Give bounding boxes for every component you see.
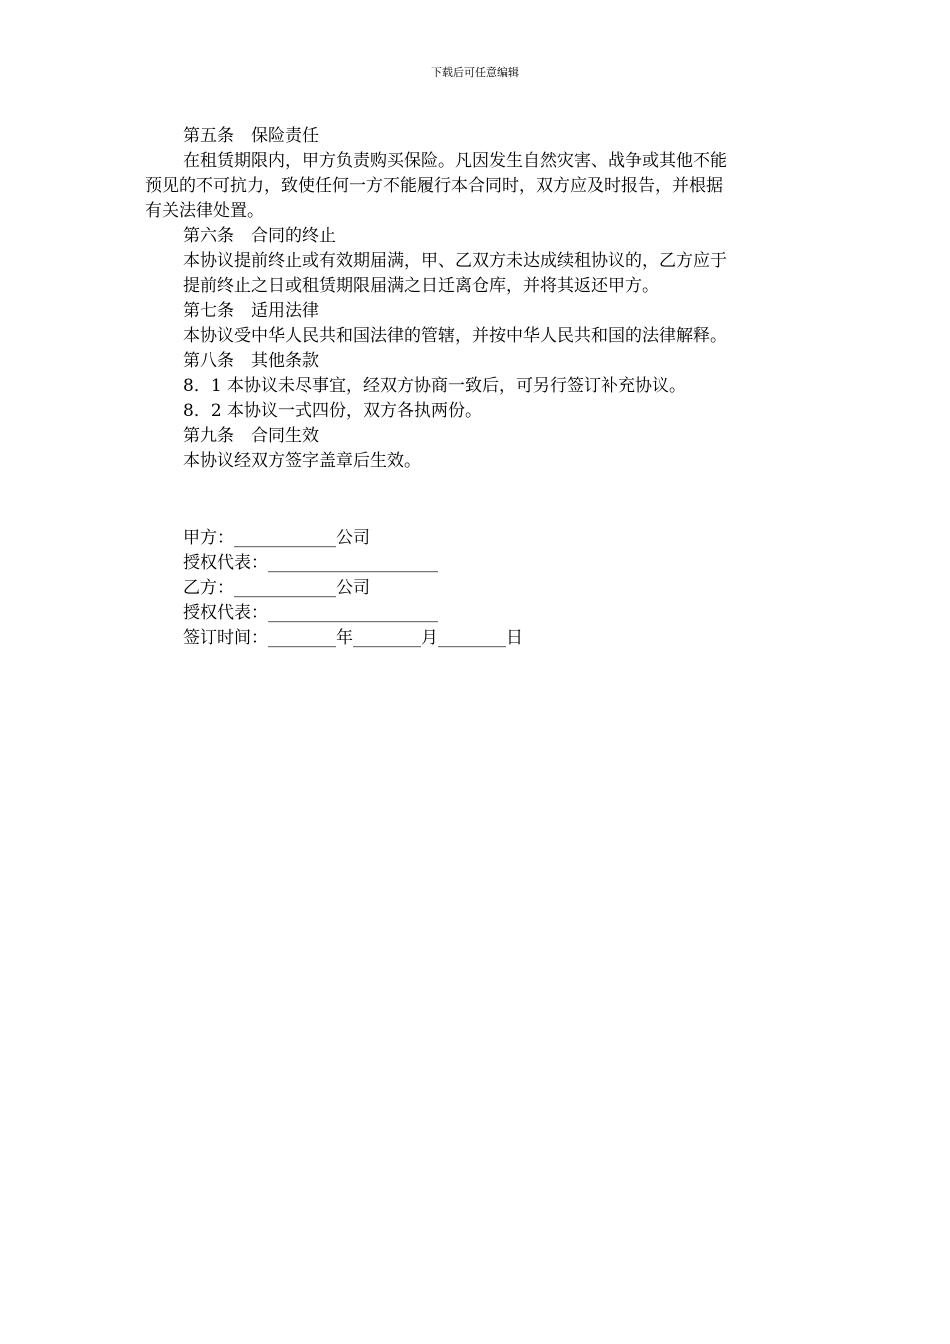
party-b-field: 乙方：____________公司: [183, 578, 370, 598]
article-9-title: 第九条 合同生效: [183, 426, 319, 446]
article-5-text-line-2: 预见的不可抗力，致使任何一方不能履行本合同时，双方应及时报告，并根据: [145, 176, 723, 196]
article-8-item-1: 8．1 本协议未尽事宜，经双方协商一致后，可另行签订补充协议。: [183, 376, 687, 396]
article-7-title: 第七条 适用法律: [183, 301, 319, 321]
article-8-title: 第八条 其他条款: [183, 351, 319, 371]
article-5-text-line-1: 在租赁期限内，甲方负责购买保险。凡因发生自然灾害、战争或其他不能: [183, 151, 727, 171]
contract-body: [145, 124, 809, 651]
signature-spacer: [145, 474, 809, 526]
page-header-note: 下载后可任意编辑: [431, 66, 519, 79]
article-5-text-line-3: 有关法律处置。: [145, 201, 264, 221]
article-9-text-line-1: 本协议经双方签字盖章后生效。: [183, 451, 421, 471]
article-6-title: 第六条 合同的终止: [183, 226, 336, 246]
party-b-representative-field: 授权代表：____________________: [183, 603, 438, 623]
article-6-text-line-2: 提前终止之日或租赁期限届满之日迁离仓库，并将其返还甲方。: [183, 276, 659, 296]
article-6-text-line-1: 本协议提前终止或有效期届满，甲、乙双方未达成续租协议的，乙方应于: [183, 251, 727, 271]
party-a-field: 甲方：____________公司: [183, 528, 370, 548]
article-5-title: 第五条 保险责任: [183, 126, 319, 146]
party-a-representative-field: 授权代表：____________________: [183, 553, 438, 573]
signing-date-field: 签订时间：________年________月________日: [183, 628, 523, 648]
article-8-item-2: 8．2 本协议一式四份，双方各执两份。: [183, 401, 483, 421]
article-7-text-line-1: 本协议受中华人民共和国法律的管辖，并按中华人民共和国的法律解释。: [183, 326, 727, 346]
